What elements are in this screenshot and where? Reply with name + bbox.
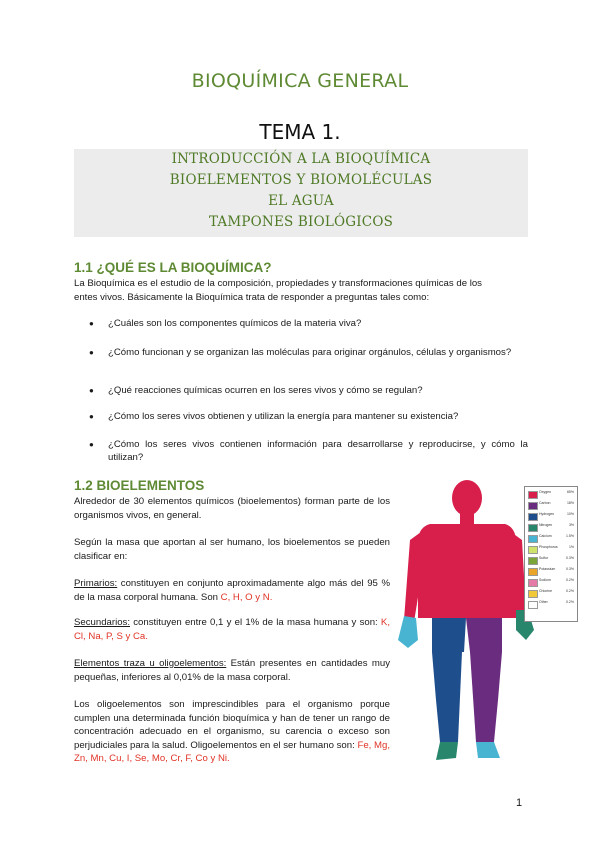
secundarios-label: Secundarios:: [74, 617, 130, 628]
legend-swatch: [528, 502, 538, 510]
legend-swatch: [528, 513, 538, 521]
traza-label: Elementos traza u oligoelementos:: [74, 658, 227, 669]
body-foot-left: [436, 742, 458, 760]
legend-value: 0.2%: [566, 600, 574, 604]
body-leg-right: [470, 652, 502, 742]
legend-value: 18%: [566, 501, 574, 505]
legend-item: [528, 502, 576, 508]
bullet-icon: ●: [89, 386, 94, 395]
chapter-title: TEMA 1.: [259, 120, 341, 144]
legend-value: 0.2%: [566, 589, 574, 593]
legend-swatch: [528, 557, 538, 565]
section-heading-1-1: 1.1 ¿QUÉ ES LA BIOQUÍMICA?: [74, 260, 272, 275]
oligo-elements: Fe, Mg, Zn, Mn, Cu, I, Se, Mo, Cr, F, Co y Ni.: [74, 739, 390, 764]
topic-3: EL AGUA: [268, 193, 334, 209]
legend-swatch: [528, 579, 538, 587]
bullet-item-3: ¿Qué reacciones químicas ocurren en los seres vivos y cómo se regulan?: [108, 385, 423, 396]
legend-label: Sodium: [539, 578, 551, 582]
page-number: 1: [516, 797, 523, 809]
legend-item: [528, 513, 576, 519]
primarios-label: Primarios:: [74, 578, 118, 589]
legend-label: Potassium: [539, 567, 556, 571]
bullet-item-5: ¿Cómo los seres vivos contienen información para desarrollarse y reproducirse, y cómo la utilizan?: [108, 439, 528, 463]
traza-text: Están presentes en cantidades muy pequeñas, inferiores al 0,01% de la masa corporal.: [74, 658, 390, 683]
topics-box: [74, 149, 528, 237]
legend-value: 10%: [566, 512, 574, 516]
topic-1: INTRODUCCIÓN A LA BIOQUÍMICA: [171, 151, 431, 167]
legend-item: [528, 590, 576, 596]
traza-paragraph: [74, 657, 390, 684]
legend-label: Oxygen: [539, 490, 552, 494]
legend-item: [528, 546, 576, 552]
section-heading-1-2: 1.2 BIOELEMENTOS: [74, 478, 205, 493]
legend-item: [528, 568, 576, 574]
primarios-text: constituyen en conjunto aproximadamente algo más del 95 % de la masa corporal humana. Son: [74, 578, 390, 603]
legend-value: 1.5%: [566, 534, 574, 538]
primarios-elements: C, H, O y N.: [220, 591, 273, 603]
legend-label: Carbon: [539, 501, 551, 505]
body-hip-left: [432, 618, 466, 652]
legend-swatch: [528, 601, 538, 609]
oligo-paragraph: [74, 698, 390, 766]
body-arm-left: [404, 532, 424, 622]
body-leg-left: [432, 652, 462, 742]
body-foot-right: [476, 742, 500, 758]
bioelements-intro: Alrededor de 30 elementos químicos (bioelementos) forman parte de los organismos vivos, en general.: [74, 496, 390, 521]
legend-swatch: [528, 546, 538, 554]
legend-swatch: [528, 535, 538, 543]
legend-item: [528, 524, 576, 530]
bullet-icon: ●: [89, 440, 94, 449]
primarios-paragraph: [74, 577, 390, 604]
body-neck: [460, 512, 474, 524]
legend-label: Sulfur: [539, 556, 549, 560]
legend-item: [528, 601, 576, 607]
topic-2: BIOELEMENTOS Y BIOMOLÉCULAS: [169, 172, 433, 188]
topic-4: TAMPONES BIOLÓGICOS: [208, 214, 394, 230]
oligo-text: Los oligoelementos son imprescindibles para el organismo porque cumplen una determinada función bioquímica y han de tener un rango de concentración adecuado en el organismo, su carencia o exceso son perjudiciales para la salud. Oligoelementos en el ser humano son:: [74, 699, 390, 751]
legend-item: [528, 535, 576, 541]
document-title: BIOQUÍMICA GENERAL: [191, 70, 409, 92]
legend-label: Phosphorus: [539, 545, 558, 549]
legend-value: 65%: [566, 490, 574, 494]
element-legend: [524, 486, 578, 622]
legend-value: 0.3%: [566, 567, 574, 571]
body-hip-right: [466, 618, 502, 652]
legend-swatch: [528, 590, 538, 598]
bullet-item-2: ¿Cómo funcionan y se organizan las moléculas para originar orgánulos, células y organismos?: [108, 347, 512, 358]
secundarios-paragraph: [74, 616, 390, 643]
bullet-item-4: ¿Cómo los seres vivos obtienen y utilizan la energía para mantener su existencia?: [108, 411, 459, 422]
legend-label: Chlorine: [539, 589, 553, 593]
intro-line-1: La Bioquímica es el estudio de la composición, propiedades y transformaciones químicas de los: [74, 278, 482, 289]
bullet-icon: ●: [89, 348, 94, 357]
legend-label: Calcium: [539, 534, 552, 538]
legend-swatch: [528, 524, 538, 532]
legend-value: 0.2%: [566, 578, 574, 582]
section-1-1-intro: [74, 277, 528, 304]
legend-swatch: [528, 491, 538, 499]
body-hand-left: [398, 616, 418, 648]
body-head: [452, 480, 482, 516]
bioelements-classification: Según la masa que aportan al ser humano, los bioelementos se pueden clasificar en:: [74, 537, 390, 562]
secundarios-elements: K, Cl, Na, P, S y Ca.: [74, 617, 390, 642]
legend-label: Other: [539, 600, 548, 604]
legend-value: 0.3%: [566, 556, 574, 560]
bullet-icon: ●: [89, 412, 94, 421]
legend-swatch: [528, 568, 538, 576]
secundarios-text: constituyen entre 0,1 y el 1% de la masa humana y son:: [130, 617, 381, 628]
legend-value: 1%: [568, 545, 574, 549]
legend-item: [528, 557, 576, 563]
bullet-item-1: ¿Cuáles son los componentes químicos de la materia viva?: [108, 318, 362, 329]
body-torso: [418, 524, 516, 618]
legend-label: Nitrogen: [539, 523, 553, 527]
intro-line-2: entes vivos. Básicamente la Bioquímica trata de responder a preguntas tales como:: [74, 291, 430, 303]
legend-value: 3%: [568, 523, 574, 527]
legend-item: [528, 491, 576, 497]
legend-label: Hydrogen: [539, 512, 555, 516]
bullet-icon: ●: [89, 319, 94, 328]
legend-item: [528, 579, 576, 585]
